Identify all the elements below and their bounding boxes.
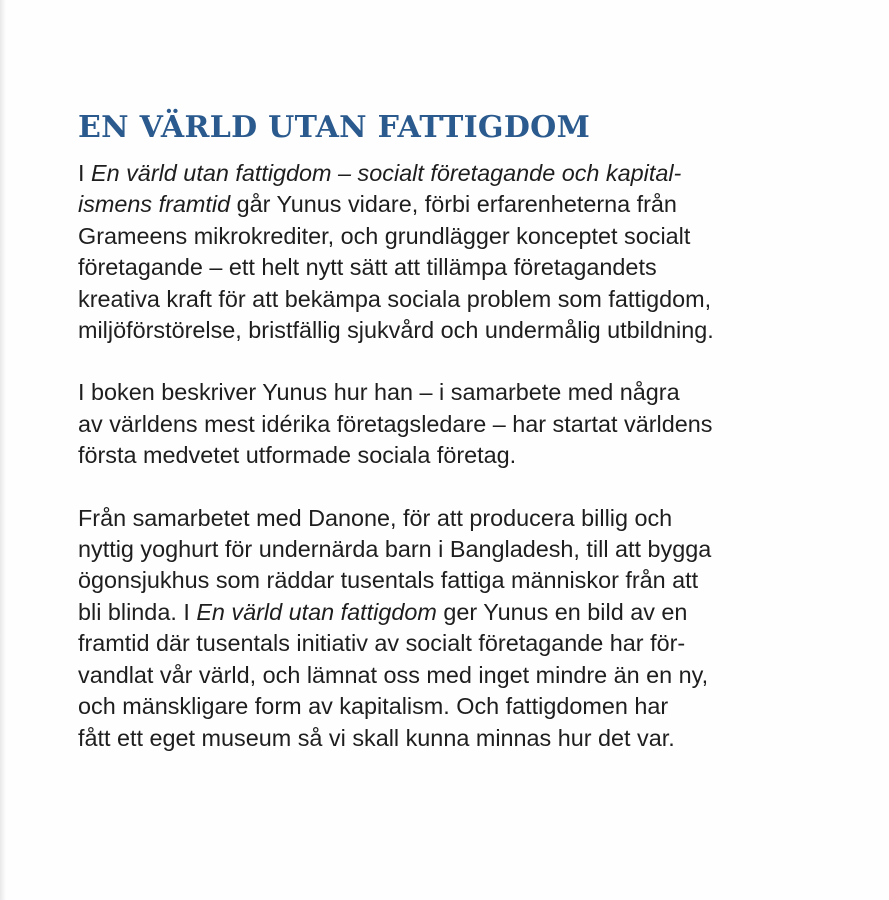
paragraph-3 [78, 503, 848, 754]
paragraph-3-line-1: Från samarbetet med Danone, för att producera billig och [78, 504, 673, 531]
paragraph-spacer [78, 472, 848, 503]
paragraph-2-line-3: första medvetet utformade sociala företag. [78, 442, 517, 469]
book-title-italic: ismens framtid [78, 191, 231, 218]
paragraph-3-line-4: bli blinda. I En värld utan fattigdom ger Yunus en bild av en [78, 598, 688, 625]
paragraph-1 [78, 158, 848, 346]
scan-edge-shadow [0, 0, 6, 900]
paragraph-1-line-1: I En värld utan fattigdom – socialt företagande och kapital- [78, 160, 682, 186]
book-title-italic: En värld utan fattigdom – socialt företagande och kapital- [91, 160, 682, 186]
paragraph-1-line-4: företagande – ett helt nytt sätt att tillämpa företagandets [78, 254, 657, 281]
paragraph-3-line-3: ögonsjukhus som räddar tusentals fattiga människor från att [78, 567, 699, 594]
paragraph-1-line-3: Grameens mikrokrediter, och grundlägger konceptet socialt [78, 222, 691, 249]
paragraph-1-line-6: miljöförstörelse, bristfällig sjukvård och undermålig utbildning. [78, 317, 714, 344]
paragraph-3-line-2: nyttig yoghurt för undernärda barn i Bangladesh, till att bygga [78, 536, 712, 563]
book-title-italic: En värld utan fattigdom [196, 598, 437, 625]
paragraph-3-line-7: och mänskligare form av kapitalism. Och fattigdomen har [78, 693, 669, 720]
paragraph-2-line-1: I boken beskriver Yunus hur han – i samarbete med några [78, 379, 680, 406]
paragraph-3-line-8: fått ett eget museum så vi skall kunna minnas hur det var. [78, 724, 675, 751]
paragraph-1-line-5: kreativa kraft för att bekämpa sociala problem som fattigdom, [78, 285, 712, 312]
paragraph-3-line-5: framtid där tusentals initiativ av socialt företagande har för- [78, 630, 686, 657]
paragraph-3-line-6: vandlat vår värld, och lämnat oss med inget mindre än en ny, [78, 661, 709, 688]
text-block [78, 108, 848, 754]
paragraph-1-line-2: ismens framtid går Yunus vidare, förbi erfarenheterna från [78, 191, 677, 218]
paragraph-spacer [78, 346, 848, 377]
paragraph-2 [78, 377, 848, 471]
page-title: EN VÄRLD UTAN FATTIGDOM [78, 110, 591, 145]
paragraph-2-line-2: av världens mest idérika företagsledare – har startat världens [78, 410, 713, 437]
